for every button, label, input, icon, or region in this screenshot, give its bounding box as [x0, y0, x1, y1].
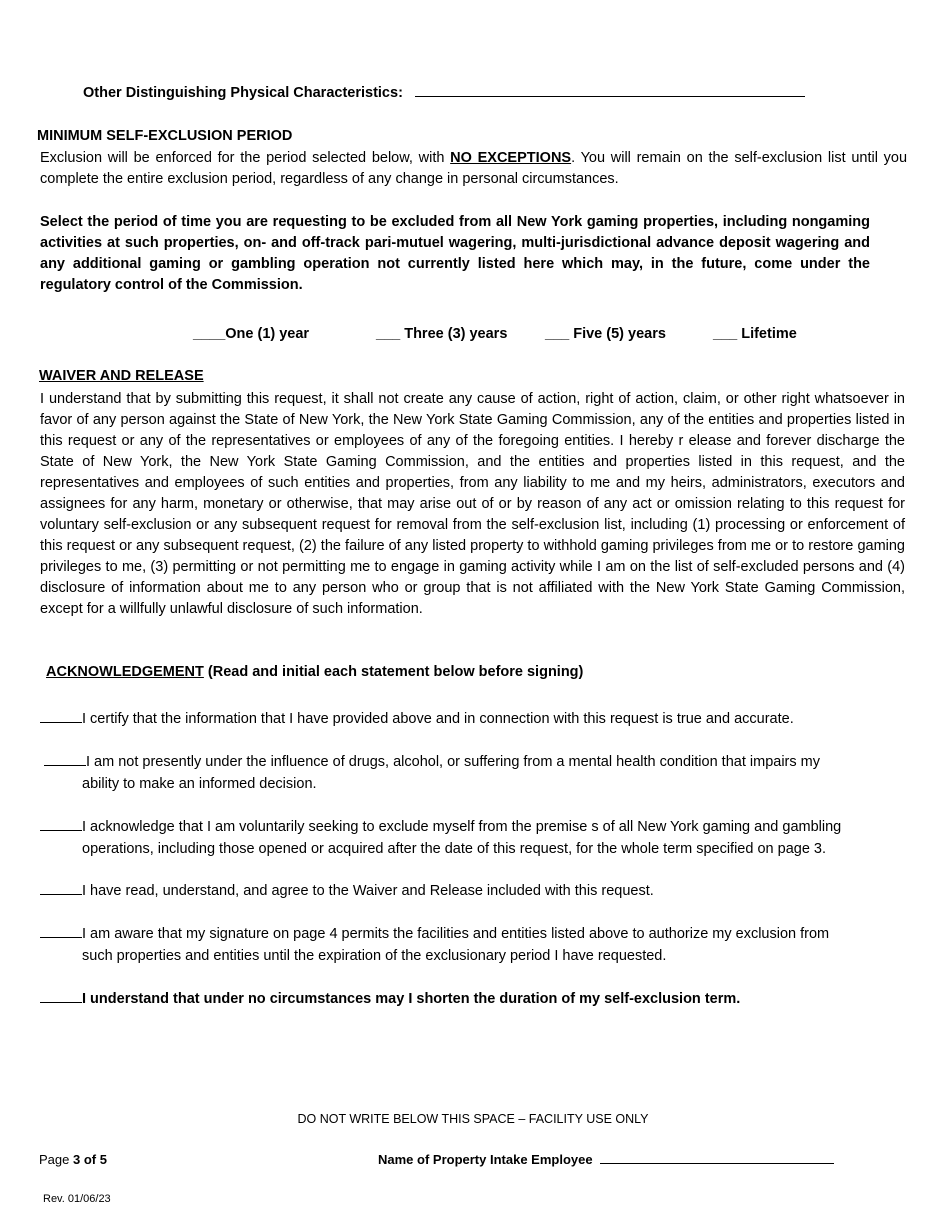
facility-use-note: DO NOT WRITE BELOW THIS SPACE – FACILITY USE ONLY: [297, 1112, 649, 1126]
initial-field[interactable]: [40, 988, 82, 1003]
ack-item: I understand that under no circumstances may I shorten the duration of my self-exclusion term.: [40, 988, 906, 1011]
initial-field[interactable]: [40, 708, 82, 723]
physical-characteristics-label: Other Distinguishing Physical Characteristics:: [83, 85, 403, 101]
period-option-three-years[interactable]: ___ Three (3) years: [376, 326, 508, 342]
intake-employee-field[interactable]: [600, 1163, 834, 1164]
initial-field[interactable]: [40, 816, 82, 831]
period-option-five-years[interactable]: ___ Five (5) years: [545, 326, 666, 342]
physical-characteristics-field[interactable]: [415, 96, 805, 97]
ack-item: I acknowledge that I am voluntarily seeking to exclude myself from the premise s of all New York gaming and gambling operations, including those opened or acquired after the date of this request, for the whole term specified on page 3.: [40, 816, 906, 860]
initial-field[interactable]: [40, 923, 82, 938]
ack-item: I have read, understand, and agree to the Waiver and Release included with this request.: [40, 880, 906, 903]
intake-employee-label: Name of Property Intake Employee: [378, 1152, 593, 1167]
min-period-text: Exclusion will be enforced for the period selected below, with NO EXCEPTIONS. You will remain on the self-exclusion list until you complete the entire exclusion period, regardless of any change in personal circumstances.: [40, 150, 908, 187]
acknowledgement-instruction: (Read and initial each statement below before signing): [203, 664, 584, 680]
ack-item: I am aware that my signature on page 4 permits the facilities and entities listed above to authorize my exclusion from such properties and entities until the expiration of the exclusionary period I have requested.: [40, 923, 906, 967]
min-period-heading: MINIMUM SELF-EXCLUSION PERIOD: [37, 128, 293, 144]
no-exceptions-emphasis: NO EXCEPTIONS: [450, 150, 572, 166]
waiver-heading: WAIVER AND RELEASE: [39, 368, 204, 384]
ack-item: I certify that the information that I have provided above and in connection with this request is true and accurate.: [40, 708, 906, 731]
waiver-text: I understand that by submitting this request, it shall not create any cause of action, right of action, claim, or other right whatsoever in favor of any person against the State of New York, the New York State Gaming Commission, any of the entities and properties listed in this request or any of the representatives or employees of any of the foregoing entities. I hereby r elease and forever discharge the State of New York, the New York State Gaming Commission, and the entities and properties listed in this request, and the representatives and employees of such entities and properties, from any liability to me and my heirs, administrators, executors and assignees for any harm, monetary or otherwise, that may arise out of or by reason of any act or omission relating to this request for voluntary self-exclusion or any subsequent request for removal from the self-exclusion list, including (1) processing or enforcement of this request or any subsequent request, (2) the failure of any listed property to withhold gaming privileges from me or to restore gaming privileges to me, (3) permitting or not permitting me to engage in gaming activity while I am on the list of self-excluded persons and (4) disclosure of information about me to any person who or group that is not affiliated with the New York State Gaming Commission, except for a willfully unlawful disclosure of such information.: [40, 391, 905, 617]
period-option-one-year[interactable]: ____One (1) year: [193, 326, 310, 342]
acknowledgement-heading-row: [46, 664, 583, 680]
physical-characteristics-row: [83, 85, 805, 101]
initial-field[interactable]: [44, 751, 86, 766]
intake-employee-row: [378, 1152, 834, 1167]
period-option-lifetime[interactable]: ___ Lifetime: [713, 326, 797, 342]
ack-item: I am not presently under the influence of drugs, alcohol, or suffering from a mental health condition that impairs my ability to make an informed decision.: [40, 751, 906, 795]
initial-field[interactable]: [40, 880, 82, 895]
acknowledgement-heading: ACKNOWLEDGEMENT: [46, 664, 204, 680]
period-selection-instructions: Select the period of time you are requesting to be excluded from all New York gaming properties, including nongaming activities at such properties, on- and off-track pari-mutuel wagering, multi-jurisdictional advance deposit wagering and any additional gaming or gambling operation not currently listed here which may, in the future, come under the regulatory control of the Commission.: [40, 214, 870, 293]
revision-date: Rev. 01/06/23: [43, 1193, 111, 1205]
page-number: Page 3 of 5: [39, 1152, 107, 1167]
